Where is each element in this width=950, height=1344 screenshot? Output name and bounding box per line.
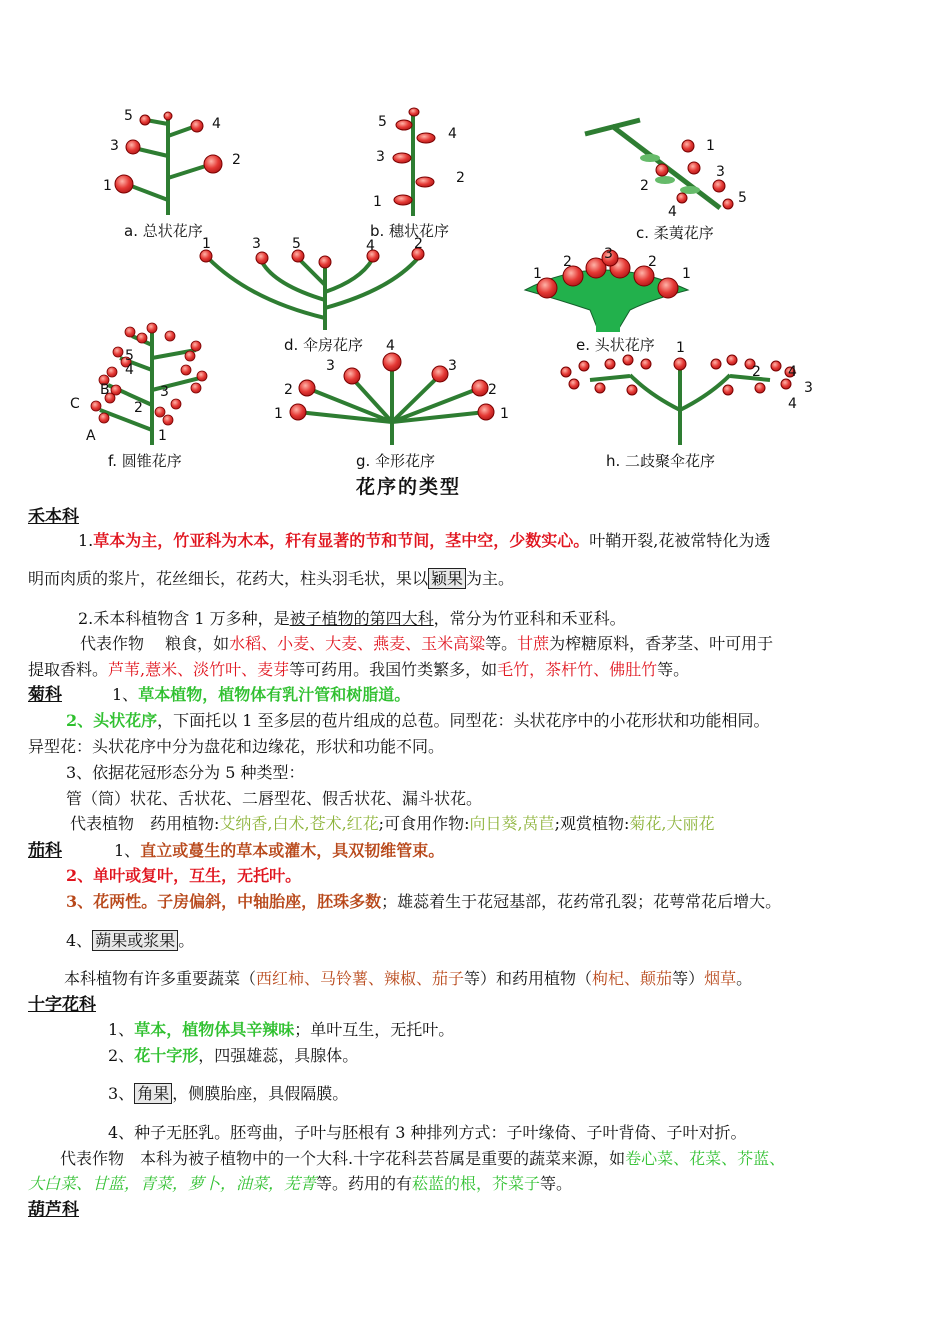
- caption-d: d. 伞房花序: [284, 336, 364, 354]
- emphasis-text: 草本植物，植物体有乳汁管和树脂道。: [138, 685, 411, 704]
- item-number: 3、: [108, 1084, 135, 1103]
- corymb-diagram: [208, 258, 418, 330]
- underlined-term: 被子植物的第四大科: [289, 609, 434, 628]
- asteraceae-line-3: 异型花：头状花序中分为盘花和边缘花，形状和功能不同。: [28, 737, 445, 756]
- body-text: 代表植物 药用植物:: [70, 814, 220, 833]
- raceme-diagram: [126, 118, 212, 215]
- item-number: 1、: [108, 1020, 135, 1039]
- solanaceae-line-2: 2、单叶或复叶，互生，无托叶。: [66, 866, 302, 885]
- svg-text:4: 4: [448, 126, 457, 142]
- solanaceae-representatives: [64, 968, 940, 990]
- umbel-diagram: [298, 362, 486, 445]
- svg-text:1: 1: [158, 428, 167, 444]
- poaceae-heading: 禾本科: [28, 507, 79, 527]
- emphasis-text: 3、花两性。子房偏斜，中轴胎座，胚珠多数: [66, 892, 382, 911]
- svg-text:3: 3: [252, 236, 261, 252]
- brassicaceae-heading: 十字花科: [28, 995, 96, 1015]
- svg-text:2: 2: [134, 400, 143, 416]
- medicinal-list: 艾纳香,白术,苍术,红花: [219, 814, 379, 833]
- asteraceae-line-4: 3、依据花冠形态分为 5 种类型：: [66, 763, 305, 782]
- svg-text:5: 5: [738, 190, 747, 206]
- svg-text:1: 1: [103, 178, 112, 194]
- svg-text:3: 3: [448, 358, 457, 374]
- medicinal-list: 枸杞、颠茄: [592, 969, 673, 988]
- svg-text:3: 3: [110, 138, 119, 154]
- boxed-term: 蒴果或浆果: [92, 930, 178, 951]
- body-text: 等。: [485, 634, 518, 653]
- svg-text:2: 2: [752, 364, 761, 380]
- svg-text:2: 2: [488, 382, 497, 398]
- body-text: 提取香料。: [28, 660, 109, 679]
- svg-text:3: 3: [604, 246, 613, 262]
- svg-text:1: 1: [676, 340, 685, 356]
- body-text: ，下面托以 1 至多层的苞片组成的总苞。同型花：头状花序中的小花形状和功能相同。: [157, 711, 770, 730]
- body-text: 等）: [672, 969, 705, 988]
- asteraceae-line-5: 管（筒）状花、舌状花、二唇型花、假舌状花、漏斗状花。: [66, 789, 483, 808]
- svg-text:4: 4: [212, 116, 221, 132]
- boxed-term: 角果: [134, 1083, 172, 1104]
- body-text: 等。: [540, 1174, 573, 1193]
- caption-e: e. 头状花序: [576, 336, 655, 354]
- svg-text:3: 3: [716, 164, 725, 180]
- svg-text:1: 1: [682, 266, 691, 282]
- body-text: 为主。: [466, 569, 515, 588]
- svg-text:2: 2: [456, 170, 465, 186]
- poaceae-representatives: [80, 633, 940, 655]
- asteraceae-line-1: [28, 684, 940, 706]
- svg-text:A: A: [86, 428, 96, 444]
- asteraceae-line-2: [66, 710, 940, 732]
- svg-text:1: 1: [274, 406, 283, 422]
- emphasis-text: 花十字形: [134, 1046, 199, 1065]
- brassicaceae-line-4: 4、种子无胚乳。胚弯曲，子叶与胚根有 3 种排列方式：子叶缘倚、子叶背倚、子叶对折。: [108, 1123, 747, 1142]
- body-text: 等。药用的有: [316, 1174, 413, 1193]
- body-text: 代表作物 本科为被子植物中的一个大科.十字花科芸苔属是重要的蔬菜来源，如: [60, 1149, 626, 1168]
- solanaceae-line-3: [66, 891, 940, 913]
- item-number: 1、: [112, 685, 139, 704]
- body-text: 代表作物 粮食，如: [80, 634, 230, 653]
- body-text: ；雄蕊着生于花冠基部，花药常孔裂；花萼常花后增大。: [381, 892, 782, 911]
- svg-text:2: 2: [284, 382, 293, 398]
- inflorescence-figure: [0, 0, 950, 500]
- ornamental-list: 菊花,大丽花: [629, 814, 715, 833]
- medicinal-list: 芦苇,薏米、淡竹叶、麦芽: [108, 660, 290, 679]
- body-text: ;观赏植物:: [554, 814, 630, 833]
- poaceae-point-1: [78, 530, 940, 552]
- item-number: 1.: [78, 531, 94, 550]
- body-text: 为榨糖原料，香茅茎、叶可用于: [549, 634, 774, 653]
- body-text: 叶鞘开裂,花被常特化为透: [589, 531, 771, 550]
- svg-text:4: 4: [366, 238, 375, 254]
- body-text: 本科植物有许多重要蔬菜（: [64, 969, 257, 988]
- svg-text:2: 2: [648, 254, 657, 270]
- body-text: 。: [178, 931, 195, 950]
- svg-text:2: 2: [640, 178, 649, 194]
- emphasis-text: 草本为主，竹亚科为木本，秆有显著的节和节间，茎中空，少数实心。: [93, 531, 590, 550]
- caption-f: f. 圆锥花序: [108, 452, 182, 470]
- body-text: 。: [736, 969, 753, 988]
- inflorescence-diagram: [0, 0, 950, 500]
- svg-text:2: 2: [232, 152, 241, 168]
- svg-text:1: 1: [706, 138, 715, 154]
- body-text: 明而肉质的浆片，花丝细长，花药大，柱头羽毛状，果以: [28, 569, 429, 588]
- emphasis-text: 直立或蔓生的草本或灌木，具双韧维管束。: [140, 841, 445, 860]
- caption-c: c. 柔荑花序: [636, 224, 714, 242]
- medicinal-list: 菘蓝的根，芥菜子: [412, 1174, 541, 1193]
- solanaceae-heading: 茄科: [28, 841, 62, 861]
- body-text: ;可食用作物:: [378, 814, 470, 833]
- body-text: ，常分为竹亚科和禾亚科。: [433, 609, 626, 628]
- caption-a: a. 总状花序: [124, 222, 203, 240]
- caption-g: g. 伞形花序: [356, 452, 436, 470]
- svg-text:5: 5: [292, 236, 301, 252]
- brassicaceae-line-3: [108, 1083, 940, 1105]
- crop-term: 甘蔗: [517, 634, 550, 653]
- svg-text:5: 5: [125, 348, 134, 364]
- svg-text:1: 1: [533, 266, 542, 282]
- svg-text:4: 4: [125, 362, 134, 378]
- brassicaceae-representatives: [60, 1148, 940, 1170]
- body-text: 等可药用。我国竹类繁多，如: [289, 660, 498, 679]
- poaceae-point-2: [78, 608, 940, 630]
- svg-text:4: 4: [668, 204, 677, 220]
- svg-text:4: 4: [386, 338, 395, 354]
- svg-text:1: 1: [202, 236, 211, 252]
- boxed-term: 颖果: [428, 568, 466, 589]
- svg-text:3: 3: [326, 358, 335, 374]
- body-text: 2.禾本科植物含 1 万多种，是: [78, 609, 290, 628]
- svg-text:3: 3: [376, 149, 385, 165]
- body-text: 等。: [657, 660, 690, 679]
- body-text: ；单叶互生，无托叶。: [294, 1020, 455, 1039]
- vegetable-list: 西红柿、马铃薯、辣椒、茄子: [256, 969, 465, 988]
- svg-text:C: C: [70, 396, 80, 412]
- vegetable-list: 大白菜、甘蓝，青菜，萝卜，油菜，芜菁: [28, 1174, 317, 1193]
- svg-text:5: 5: [124, 108, 133, 124]
- solanaceae-line-1: [28, 840, 940, 862]
- svg-text:1: 1: [373, 194, 382, 210]
- figure-title: 花序的类型: [356, 476, 462, 498]
- edible-list: 向日葵,莴苣: [469, 814, 555, 833]
- item-number: 2、: [108, 1046, 135, 1065]
- body-text: 等）和药用植物（: [464, 969, 593, 988]
- cucurbitaceae-heading: 葫芦科: [28, 1200, 79, 1220]
- asteraceae-heading: 菊科: [28, 685, 62, 705]
- svg-text:3: 3: [804, 380, 813, 396]
- svg-text:1: 1: [500, 406, 509, 422]
- svg-text:B: B: [100, 382, 110, 398]
- brassicaceae-representatives-cont: [28, 1173, 940, 1195]
- tobacco-term: 烟草: [704, 969, 737, 988]
- svg-text:4: 4: [788, 396, 797, 412]
- poaceae-representatives-cont: [28, 659, 940, 681]
- svg-text:3: 3: [160, 384, 169, 400]
- body-text: ，侧膜胎座，具假隔膜。: [172, 1084, 349, 1103]
- asteraceae-representatives: [70, 813, 940, 835]
- emphasis-text: 草本，植物体具辛辣味: [134, 1020, 295, 1039]
- svg-text:2: 2: [414, 236, 423, 252]
- emphasis-text: 2、头状花序: [66, 711, 158, 730]
- svg-text:4: 4: [788, 364, 797, 380]
- item-number: 1、: [114, 841, 141, 860]
- svg-text:2: 2: [563, 254, 572, 270]
- caption-b: b. 穗状花序: [370, 222, 450, 240]
- brassicaceae-line-2: [108, 1045, 940, 1067]
- item-number: 4、: [66, 931, 93, 950]
- catkin-diagram: [585, 120, 720, 208]
- poaceae-point-1-cont: [28, 568, 940, 590]
- vegetable-list: 卷心菜、花菜、芥蓝、: [625, 1149, 786, 1168]
- brassicaceae-line-1: [108, 1019, 940, 1041]
- body-text: ，四强雄蕊，具腺体。: [198, 1046, 359, 1065]
- bamboo-list: 毛竹，茶杆竹、佛肚竹: [497, 660, 658, 679]
- caption-h: h. 二歧聚伞花序: [606, 452, 716, 470]
- svg-text:5: 5: [378, 114, 387, 130]
- solanaceae-line-4: [66, 930, 940, 952]
- crop-list: 水稻、小麦、大麦、燕麦、玉米高粱: [229, 634, 486, 653]
- dichasium-diagram: [590, 366, 770, 445]
